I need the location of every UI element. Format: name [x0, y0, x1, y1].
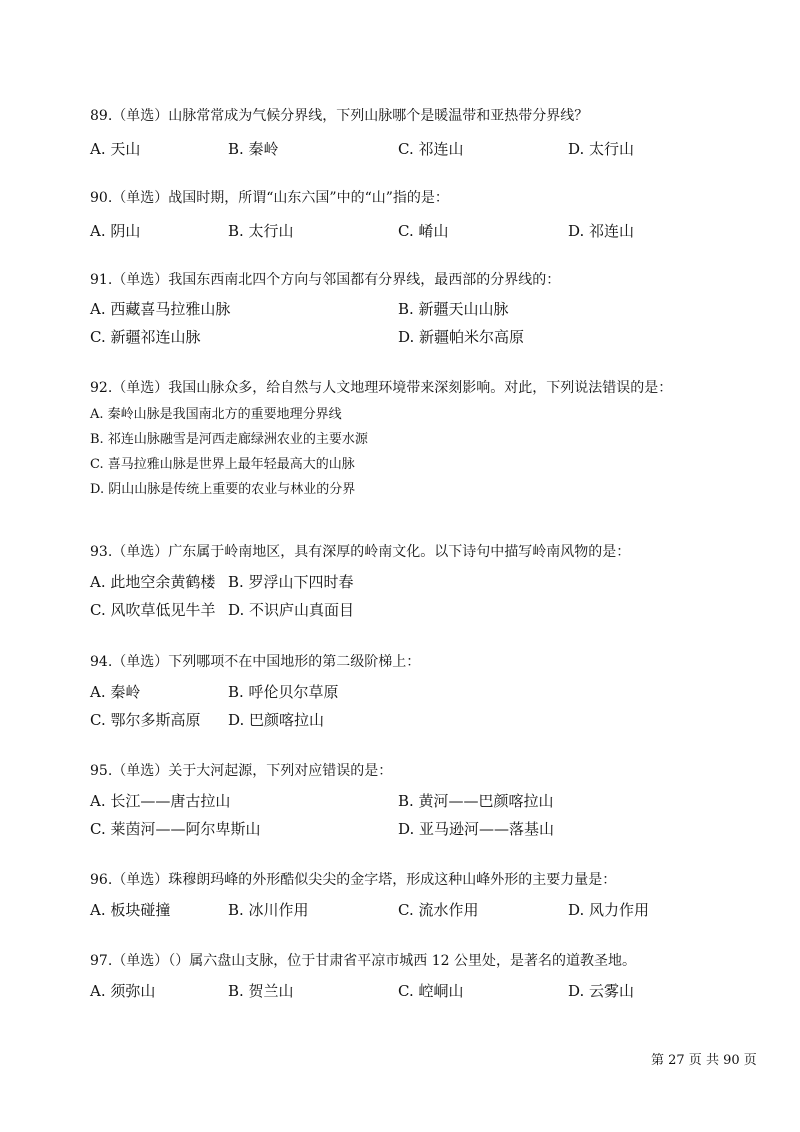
option-a: A. 此地空余黄鹤楼 [90, 573, 216, 591]
option-a: A. 须弥山 [90, 982, 156, 1000]
question-stem: 95.（单选）关于大河起源，下列对应错误的是： [90, 763, 393, 779]
option-a: A. 阴山 [90, 222, 141, 240]
options-row [90, 706, 770, 734]
option-c: C. 流水作用 [398, 901, 479, 919]
option-c: C. 新疆祁连山脉 [90, 328, 201, 346]
question-94 [90, 652, 770, 734]
question-89 [90, 106, 770, 163]
options-list [90, 402, 770, 502]
question-stem: 90.（单选）战国时期，所谓“山东六国”中的“山”指的是： [90, 190, 449, 206]
question-91 [90, 270, 770, 351]
option-c: C. 喜马拉雅山脉是世界上最年轻最高大的山脉 [90, 457, 355, 472]
options-row [90, 135, 770, 163]
option-a: A. 天山 [90, 140, 141, 158]
option-c: C. 崤山 [398, 222, 449, 240]
options-row [90, 596, 770, 624]
question-93 [90, 542, 770, 624]
question-stem: 92.（单选）我国山脉众多，给自然与人文地理环境带来深刻影响。对此，下列说法错误的是： [90, 380, 673, 396]
options-row [90, 815, 770, 843]
option-b: B. 黄河——巴颜喀拉山 [398, 792, 554, 810]
option-c: C. 莱茵河——阿尔卑斯山 [90, 820, 261, 838]
option-a: A. 西藏喜马拉雅山脉 [90, 300, 231, 318]
option-b: B. 罗浮山下四时春 [228, 573, 354, 591]
option-d: D. 云雾山 [568, 982, 635, 1000]
options-row [90, 568, 770, 596]
option-d: D. 太行山 [568, 140, 635, 158]
question-stem: 94.（单选）下列哪项不在中国地形的第二级阶梯上： [90, 654, 421, 670]
question-95 [90, 761, 770, 843]
question-96 [90, 870, 770, 924]
option-d: D. 阴山山脉是传统上重要的农业与林业的分界 [90, 482, 356, 497]
option-c: C. 崆峒山 [398, 982, 464, 1000]
option-b: B. 冰川作用 [228, 901, 309, 919]
option-d: D. 风力作用 [568, 901, 650, 919]
option-d: D. 亚马逊河——落基山 [398, 820, 555, 838]
option-b: B. 贺兰山 [228, 982, 294, 1000]
option-d: D. 祁连山 [568, 222, 635, 240]
question-92 [90, 378, 770, 502]
page-number: 第 27 页 共 90 页 [651, 1053, 757, 1068]
question-stem: 91.（单选）我国东西南北四个方向与邻国都有分界线，最西部的分界线的： [90, 272, 561, 288]
question-stem: 97.（单选）（）属六盘山支脉，位于甘肃省平凉市城西 12 公里处，是著名的道教圣地。 [90, 953, 636, 969]
question-stem: 89.（单选）山脉常常成为气候分界线，下列山脉哪个是暖温带和亚热带分界线？ [90, 108, 589, 124]
options-row [90, 678, 770, 706]
option-b: B. 新疆天山山脉 [398, 300, 509, 318]
option-a: A. 长江——唐古拉山 [90, 792, 231, 810]
options-row [90, 323, 770, 351]
options-row [90, 217, 770, 245]
question-97 [90, 951, 770, 1005]
option-a: A. 板块碰撞 [90, 901, 171, 919]
options-row [90, 896, 770, 924]
options-row [90, 295, 770, 323]
option-d: D. 巴颜喀拉山 [228, 711, 325, 729]
option-b: B. 祁连山脉融雪是河西走廊绿洲农业的主要水源 [90, 432, 368, 447]
option-c: C. 祁连山 [398, 140, 464, 158]
question-stem: 96.（单选）珠穆朗玛峰的外形酷似尖尖的金字塔，形成这种山峰外形的主要力量是： [90, 872, 617, 888]
option-c: C. 鄂尔多斯高原 [90, 711, 201, 729]
option-b: B. 呼伦贝尔草原 [228, 683, 339, 701]
option-d: D. 不识庐山真面目 [228, 601, 355, 619]
options-row [90, 787, 770, 815]
options-row [90, 977, 770, 1005]
question-90 [90, 188, 770, 245]
option-c: C. 风吹草低见牛羊 [90, 601, 216, 619]
option-d: D. 新疆帕米尔高原 [398, 328, 525, 346]
option-b: B. 秦岭 [228, 140, 279, 158]
option-b: B. 太行山 [228, 222, 294, 240]
question-stem: 93.（单选）广东属于岭南地区，具有深厚的岭南文化。以下诗句中描写岭南风物的是： [90, 544, 631, 560]
option-a: A. 秦岭 [90, 683, 141, 701]
option-a: A. 秦岭山脉是我国南北方的重要地理分界线 [90, 407, 342, 422]
